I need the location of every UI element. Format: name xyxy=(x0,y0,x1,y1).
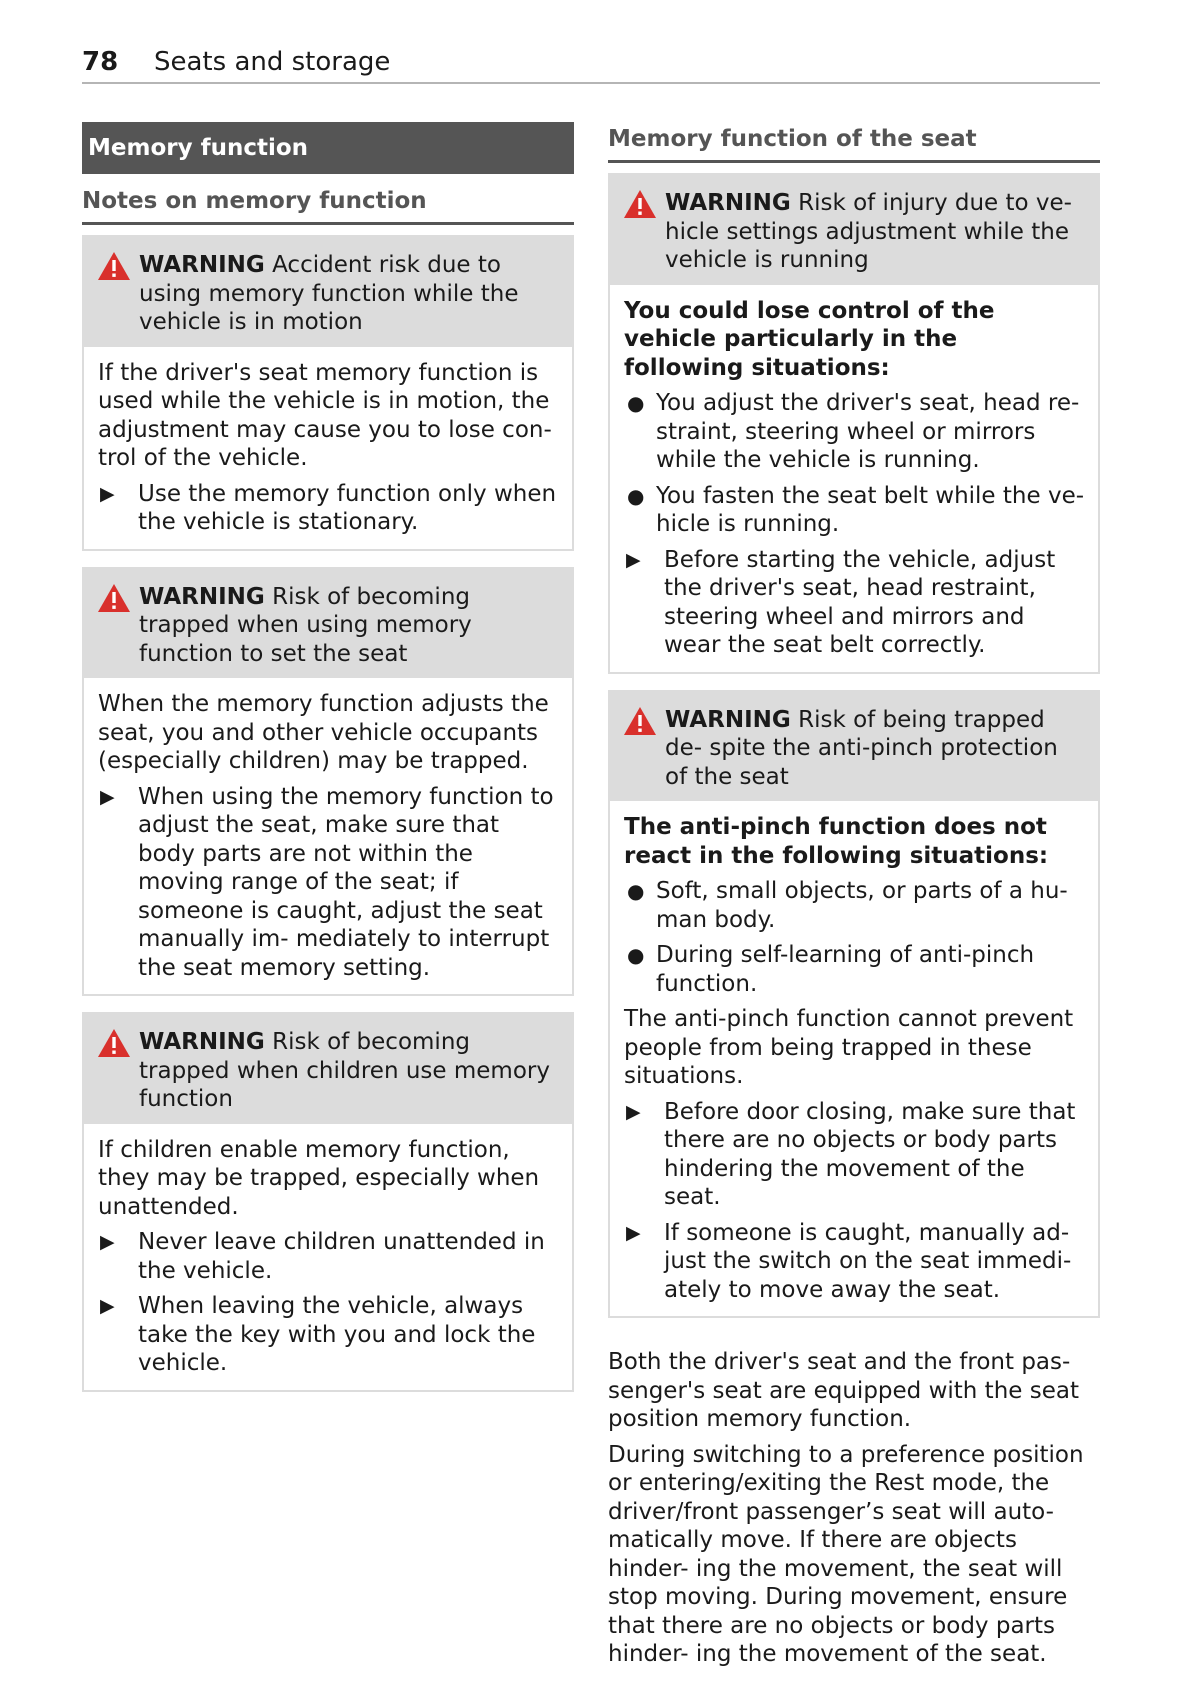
warning-title: Risk of becoming trapped when children use memory function xyxy=(139,1029,550,1112)
subheading-seat-memory: Memory function of the seat xyxy=(608,122,1100,163)
warning-label: WARNING xyxy=(665,190,791,216)
warning-body xyxy=(84,347,572,549)
arrow-icon: ▶ xyxy=(626,548,641,571)
action-item xyxy=(98,1228,558,1285)
warning-box xyxy=(608,173,1100,674)
bullet-item xyxy=(624,941,1084,998)
warning-header xyxy=(610,692,1098,802)
warning-label: WARNING xyxy=(139,252,265,278)
arrow-icon: ▶ xyxy=(100,1231,115,1253)
bullet-text: During self-learning of anti-pinch function. xyxy=(656,942,1035,997)
arrow-icon: ▶ xyxy=(100,785,115,808)
action-item xyxy=(624,1219,1084,1305)
warning-header xyxy=(610,175,1098,285)
action-text: When using the memory function to adjust the seat, make sure that body parts are not within the moving range of the seat; if someone is caught, adjust the seat manually im- mediately to interrupt the seat memory setting. xyxy=(138,783,554,981)
bullet-icon: ● xyxy=(627,943,645,967)
warning-label: WARNING xyxy=(139,583,265,610)
subheading-notes: Notes on memory function xyxy=(82,174,574,225)
warning-header xyxy=(84,237,572,347)
action-item xyxy=(624,546,1084,660)
action-item xyxy=(624,1098,1084,1212)
action-text: Before starting the vehicle, adjust the driver's seat, head restraint, steering wheel and mirrors and wear the seat belt correctly. xyxy=(664,546,1056,658)
warning-text: When the memory function adjusts the seat, you and other vehicle occupants (especially children) may be trapped. xyxy=(98,691,549,774)
bullet-item xyxy=(624,877,1084,934)
page-number: 78 xyxy=(82,47,119,77)
warning-icon xyxy=(97,583,131,613)
warning-icon xyxy=(97,251,131,281)
arrow-icon: ▶ xyxy=(100,482,115,505)
warning-icon xyxy=(97,1028,131,1058)
right-column xyxy=(608,122,1100,1669)
warning-body xyxy=(610,801,1098,1316)
action-item xyxy=(98,480,558,537)
action-text: Never leave children unattended in the vehicle. xyxy=(138,1229,545,1284)
warning-label: WARNING xyxy=(665,706,791,733)
warning-box xyxy=(82,567,574,997)
action-text: Use the memory function only when the vehicle is stationary. xyxy=(138,480,557,535)
warning-intro: You could lose control of the vehicle particularly in the following situations: xyxy=(624,297,995,381)
action-item xyxy=(98,783,558,983)
warning-body xyxy=(84,1124,572,1390)
body-paragraph: Both the driver's seat and the front pas- senger's seat are equipped with the seat position memory function. xyxy=(608,1349,1079,1432)
arrow-icon: ▶ xyxy=(100,1295,115,1317)
bullet-icon: ● xyxy=(627,483,645,508)
arrow-icon: ▶ xyxy=(626,1100,641,1123)
bullet-icon: ● xyxy=(627,391,645,415)
warning-text: If the driver's seat memory function is used while the vehicle is in motion, the adjustment may cause you to lose con- trol of the vehicle. xyxy=(98,359,552,471)
page-header xyxy=(82,44,1100,84)
section-title: Memory function xyxy=(82,122,574,174)
arrow-icon: ▶ xyxy=(626,1221,641,1244)
action-text: When leaving the vehicle, always take the key with you and lock the vehicle. xyxy=(138,1293,536,1376)
body-paragraph: During switching to a preference position or entering/exiting the Rest mode, the driver/front passenger’s seat will auto- matically move. If there are objects hinder- ing the movement, the seat will stop moving. During movement, ensure that there are no objects or body parts hinder- ing the movement of the seat. xyxy=(608,1441,1084,1667)
warning-icon xyxy=(623,706,657,736)
warning-body xyxy=(610,285,1098,672)
action-text: If someone is caught, manually ad- just the switch on the seat immedi- ately to move away the seat. xyxy=(664,1219,1072,1303)
bullet-text: Soft, small objects, or parts of a hu- man body. xyxy=(656,878,1068,933)
warning-box xyxy=(82,235,574,551)
chapter-title: Seats and storage xyxy=(154,47,391,77)
warning-box xyxy=(82,1012,574,1392)
warning-icon xyxy=(623,189,657,219)
bullet-icon: ● xyxy=(627,879,645,903)
bullet-item xyxy=(624,389,1084,475)
warning-title: Risk of injury due to ve- hicle settings adjustment while the vehicle is running xyxy=(665,190,1072,273)
warning-title: Risk of being trapped de- spite the anti-pinch protection of the seat xyxy=(665,706,1058,790)
warning-header xyxy=(84,569,572,679)
warning-body xyxy=(84,678,572,994)
warning-label: WARNING xyxy=(139,1029,265,1055)
action-text: Before door closing, make sure that there are no objects or body parts hindering the movement of the seat. xyxy=(664,1098,1076,1210)
bullet-text: You adjust the driver's seat, head re- straint, steering wheel or mirrors while the vehicle is running. xyxy=(656,390,1080,473)
warning-title: Accident risk due to using memory function while the vehicle is in motion xyxy=(139,252,519,335)
left-column xyxy=(82,122,574,1392)
warning-header xyxy=(84,1014,572,1124)
bullet-text: You fasten the seat belt while the ve- hicle is running. xyxy=(656,482,1085,537)
warning-text: The anti-pinch function cannot prevent people from being trapped in these situations. xyxy=(624,1006,1074,1089)
warning-title: Risk of becoming trapped when using memory function to set the seat xyxy=(139,583,472,667)
warning-box xyxy=(608,690,1100,1319)
bullet-item xyxy=(624,482,1084,539)
warning-intro: The anti-pinch function does not react in the following situations: xyxy=(624,814,1049,869)
warning-text: If children enable memory function, they may be trapped, especially when unattended. xyxy=(98,1136,540,1220)
action-item xyxy=(98,1292,558,1378)
